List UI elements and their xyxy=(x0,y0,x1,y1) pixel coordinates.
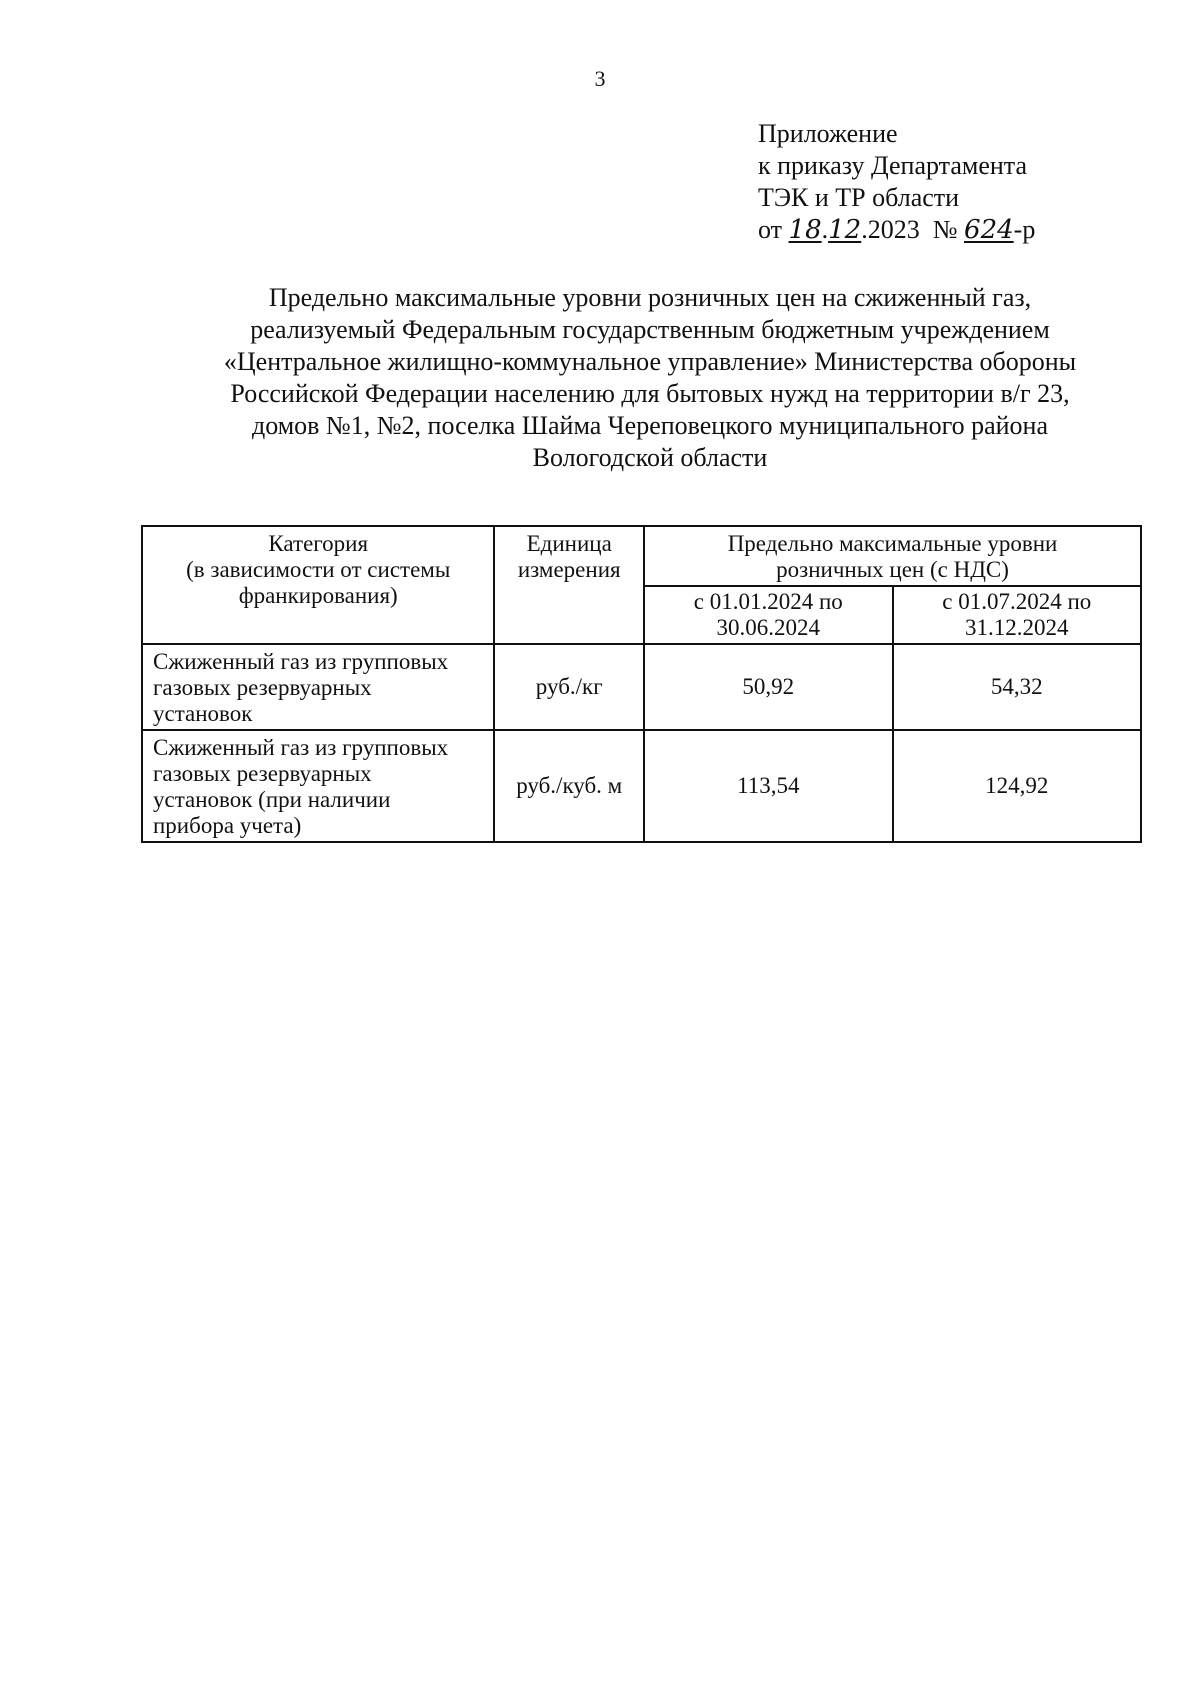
date-year: .2023 xyxy=(861,215,920,244)
period-2-line: 31.12.2024 xyxy=(965,615,1069,640)
appendix-block xyxy=(758,118,1035,246)
number-suffix: -р xyxy=(1013,215,1036,244)
price-table xyxy=(141,525,1142,843)
header-price-line: розничных цен (с НДС) xyxy=(776,557,1009,582)
row-category-line: установок xyxy=(153,701,253,726)
header-category-line: (в зависимости от системы xyxy=(186,557,451,582)
row-category-line: газовых резервуарных xyxy=(153,675,372,700)
row-category xyxy=(142,730,494,842)
row-category-line: установок (при наличии xyxy=(153,787,391,812)
header-period-2 xyxy=(893,586,1142,644)
handwritten-order-number: 624 xyxy=(964,215,1014,245)
handwritten-day: 18 xyxy=(788,215,822,245)
title-line: Российской Федерации населению для бытовых нужд на территории в/г 23, xyxy=(230,379,1070,408)
row-category-line: Сжиженный газ из групповых xyxy=(153,649,449,674)
table-row xyxy=(142,730,1141,842)
row-price-period-1: 113,54 xyxy=(644,730,892,842)
date-separator: . xyxy=(821,215,829,244)
header-category-line: франкирования) xyxy=(238,583,398,608)
row-unit: руб./кг xyxy=(494,644,644,730)
number-sign: № xyxy=(932,215,958,244)
document-title xyxy=(140,282,1160,474)
handwritten-month: 12 xyxy=(828,215,862,245)
appendix-line-1: Приложение xyxy=(758,119,898,148)
header-unit-line: измерения xyxy=(517,557,621,582)
row-unit: руб./куб. м xyxy=(494,730,644,842)
appendix-date-line xyxy=(758,214,1035,246)
row-price-period-2: 54,32 xyxy=(893,644,1142,730)
appendix-line-3: ТЭК и ТР области xyxy=(758,183,960,212)
header-period-1 xyxy=(644,586,892,644)
period-2-line: с 01.07.2024 по xyxy=(942,589,1092,614)
row-price-period-2: 124,92 xyxy=(893,730,1142,842)
row-category-line: газовых резервуарных xyxy=(153,761,372,786)
title-line: домов №1, №2, поселка Шайма Череповецкого муниципального района xyxy=(251,411,1049,440)
row-category-line: Сжиженный газ из групповых xyxy=(153,735,449,760)
title-line: реализуемый Федеральным государственным бюджетным учреждением xyxy=(250,315,1050,344)
header-price-group xyxy=(644,526,1141,586)
row-category-line: прибора учета) xyxy=(153,813,302,838)
date-prefix: от xyxy=(758,215,783,244)
header-unit xyxy=(494,526,644,644)
row-category xyxy=(142,644,494,730)
header-unit-line: Единица xyxy=(526,531,612,556)
header-price-line: Предельно максимальные уровни xyxy=(727,531,1058,556)
period-1-line: 30.06.2024 xyxy=(716,615,821,640)
title-line: «Центральное жилищно-коммунальное управление» Министерства обороны xyxy=(223,347,1077,376)
appendix-line-2: к приказу Департамента xyxy=(758,151,1028,180)
header-category-line: Категория xyxy=(268,531,369,556)
page-number: 3 xyxy=(594,66,606,91)
title-line: Вологодской области xyxy=(532,443,768,472)
title-line: Предельно максимальные уровни розничных цен на сжиженный газ, xyxy=(268,283,1032,312)
table-header-row xyxy=(142,526,1141,586)
table-row xyxy=(142,644,1141,730)
row-price-period-1: 50,92 xyxy=(644,644,892,730)
header-category xyxy=(142,526,494,644)
period-1-line: с 01.01.2024 по xyxy=(693,589,843,614)
